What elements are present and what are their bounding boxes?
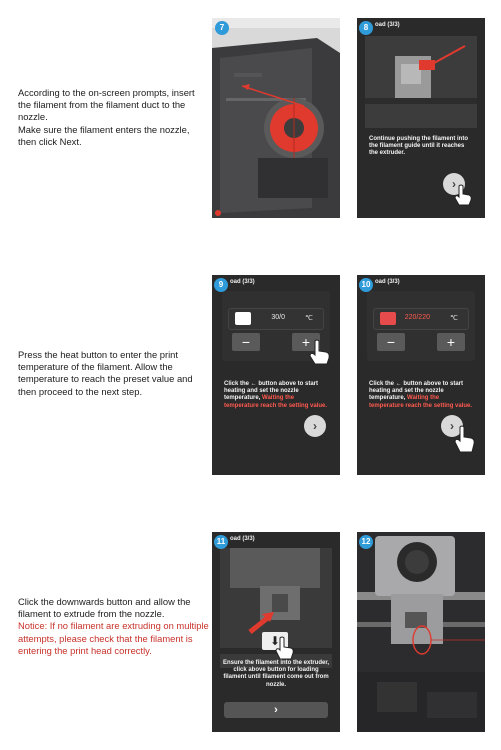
screen-load-extrude [212,532,340,732]
extrude-down-button[interactable]: ⬇ [262,632,288,650]
instruction-message: Ensure the filament into the extruder, click above button for loading filament until filament come out from nozzle. [222,660,330,688]
next-button[interactable]: › [441,415,463,437]
step-text: According to the on-screen prompts, insert the filament from the filament duct to the nozzle. Make sure the filament enters the nozzle, then click Next. [18,87,195,147]
temperature-row [228,308,324,330]
step-badge: 12 [359,535,373,549]
nozzle-closeup-illustration [357,532,485,732]
decrease-button[interactable]: − [232,333,260,351]
print-head-photo [357,532,485,732]
screen-title: oad (3/3) [230,536,255,542]
hand-pointer-icon [308,339,332,365]
step-badge: 8 [359,21,373,35]
next-button[interactable]: › [304,415,326,437]
step-text: Press the heat button to enter the print temperature of the filament. Allow the temperature to reach the preset value and then proceed to the next step. [18,349,193,397]
step-badge: 9 [214,278,228,292]
message-text: Click the ← button above to start heating and set the nozzle temperature, [369,381,464,402]
step-text: Click the downwards button and allow the filament to extrude from the nozzle. [18,596,191,620]
notice-text: Notice: If no filament are extruding on multiple attempts, please check that the filament is entering the print head correctly. [18,620,209,656]
printer-illustration [212,18,340,218]
warning-text: Waiting the temperature reach the setting value. [224,395,328,409]
screen-title: oad (3/3) [375,279,400,285]
instruction-message: Continue pushing the filament into the filament guide until it reaches the extruder. [369,136,468,157]
temperature-row [373,308,469,330]
heat-button[interactable] [380,312,396,325]
hand-pointer-icon [274,636,296,660]
decrease-button[interactable]: − [377,333,405,351]
step-badge: 11 [214,535,228,549]
instruction-message [369,381,475,410]
temperature-unit: ℃ [305,315,313,322]
screen-load-heating-reached [357,275,485,475]
step-instruction-2 [18,349,210,398]
temperature-value: 30/0 [271,314,285,321]
step-badge: 10 [359,278,373,292]
next-button[interactable]: › [443,173,465,195]
screen-title: oad (3/3) [230,279,255,285]
warning-text: Waiting the temperature reach the setting value. [369,395,473,409]
temperature-unit: ℃ [450,315,458,322]
hand-pointer-icon [453,184,473,206]
message-text: Click the ← button above to start heating and set the nozzle temperature, [224,381,319,402]
heat-button[interactable] [235,312,251,325]
temperature-value: 220/220 [404,314,430,321]
instruction-message [224,381,330,410]
step-instruction-3 [18,596,210,657]
increase-button[interactable]: + [292,333,320,351]
step-instruction-1 [18,87,210,148]
hand-pointer-icon [453,425,477,453]
screen-title: oad (3/3) [375,22,400,28]
printer-photo-feed [212,18,340,218]
screen-load-step-push [357,18,485,218]
extruder-illustration [365,36,477,128]
step-badge: 7 [215,21,229,35]
screen-load-heating-start [212,275,340,475]
next-button[interactable]: › [224,702,328,718]
increase-button[interactable]: + [437,333,465,351]
